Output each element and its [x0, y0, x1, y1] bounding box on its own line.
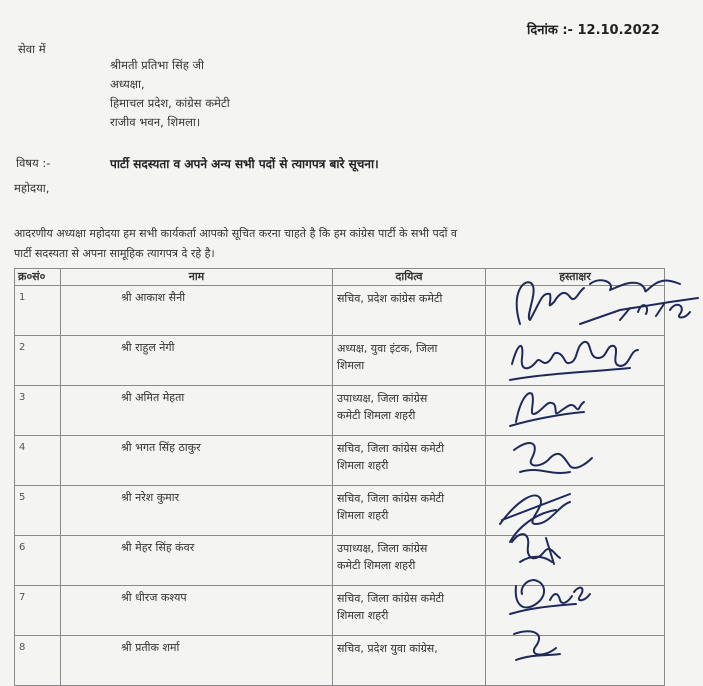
member-name: श्री प्रतीक शर्मा — [121, 641, 180, 654]
member-designation — [333, 486, 485, 524]
body-line: आदरणीय अध्यक्षा महोदया हम सभी कार्यकर्ता आपको सूचित करना चाहते है कि हम कांग्रेस पार्टी के सभी पदों व — [14, 227, 458, 240]
member-designation: सचिव, प्रदेश युवा कांग्रेस, — [337, 642, 438, 655]
signature-4 — [514, 443, 592, 473]
serial-number: 5 — [19, 492, 26, 503]
designation-cell — [333, 286, 486, 336]
signatures-overlay — [480, 262, 703, 673]
member-designation — [333, 586, 485, 624]
serial-number: 1 — [19, 292, 26, 303]
member-designation — [333, 536, 485, 574]
signature-6 — [512, 534, 560, 564]
member-name: श्री अमित मेहता — [121, 391, 185, 404]
subject-text: पार्टी सदस्यता व अपने अन्य सभी पदों से त्यागपत्र बारे सूचना। — [110, 157, 379, 171]
member-designation — [333, 336, 485, 374]
member-name: श्री धीरज कश्यप — [121, 591, 187, 604]
designation-cell — [333, 536, 486, 586]
serial-number: 2 — [19, 342, 26, 353]
recipient-line: श्रीमती प्रतिभा सिंह जी — [110, 58, 205, 72]
name-cell — [61, 386, 333, 436]
serial-cell — [15, 386, 61, 436]
designation-line: शिमला शहरी — [337, 609, 389, 622]
designation-line: शिमला शहरी — [337, 459, 389, 472]
serial-number: 8 — [19, 642, 26, 653]
serial-cell — [15, 536, 61, 586]
signature-1 — [517, 280, 698, 324]
serial-number: 6 — [19, 542, 26, 553]
member-designation — [333, 436, 485, 474]
serial-cell — [15, 486, 61, 536]
serial-number: 4 — [19, 442, 26, 453]
serial-cell — [15, 436, 61, 486]
signature-3 — [510, 393, 584, 426]
subject-label: विषय :- — [16, 156, 51, 170]
recipient-line: राजीव भवन, शिमला। — [110, 115, 201, 129]
name-cell — [61, 336, 333, 386]
designation-line: सचिव, जिला कांग्रेस कमेटी — [337, 442, 445, 455]
member-designation — [333, 386, 485, 424]
name-cell — [61, 536, 333, 586]
designation-cell — [333, 386, 486, 436]
name-cell — [61, 286, 333, 336]
designation-line: सचिव, जिला कांग्रेस कमेटी — [337, 492, 445, 505]
to-label: सेवा में — [18, 42, 46, 56]
designation-line: उपाध्यक्ष, जिला कांग्रेस — [337, 542, 428, 555]
designation-line: शिमला शहरी — [337, 509, 389, 522]
date-line: दिनांक :- 12.10.2022 — [527, 23, 660, 38]
recipient-line: हिमाचल प्रदेश, कांग्रेस कमेटी — [110, 96, 230, 110]
header-name: नाम — [61, 269, 333, 286]
serial-cell — [15, 586, 61, 636]
salutation: महोदया, — [14, 181, 50, 195]
serial-cell — [15, 336, 61, 386]
serial-cell — [15, 286, 61, 336]
header-signature: हस्ताक्षर — [486, 269, 665, 286]
designation-cell — [333, 336, 486, 386]
name-cell — [61, 586, 333, 636]
member-name: श्री आकाश सैनी — [121, 291, 186, 304]
designation-cell — [333, 636, 486, 686]
member-name: श्री मेहर सिंह कंवर — [121, 541, 195, 554]
designation-line: सचिव, जिला कांग्रेस कमेटी — [337, 592, 445, 605]
signature-7 — [510, 580, 590, 614]
designation-line: उपाध्यक्ष, जिला कांग्रेस — [337, 392, 428, 405]
designation-cell — [333, 486, 486, 536]
designation-line: अध्यक्ष, युवा इंटक, जिला — [337, 342, 438, 355]
member-name: श्री राहुल नेगी — [121, 341, 175, 354]
name-cell — [61, 636, 333, 686]
serial-number: 3 — [19, 392, 26, 403]
signature-5 — [500, 494, 570, 542]
name-cell — [61, 436, 333, 486]
member-designation: सचिव, प्रदेश कांग्रेस कमेटी — [337, 292, 443, 305]
designation-line: कमेटी शिमला शहरी — [337, 559, 416, 572]
serial-number: 7 — [19, 592, 26, 603]
member-name: श्री भगत सिंह ठाकुर — [121, 441, 201, 454]
body-line: पार्टी सदस्यता से अपना सामूहिक त्यागपत्र दे रहे है। — [14, 247, 215, 260]
header-serial: क्र०सं० — [15, 269, 61, 286]
designation-cell — [333, 586, 486, 636]
signature-2 — [510, 342, 638, 380]
name-cell — [61, 486, 333, 536]
serial-cell — [15, 636, 61, 686]
designation-line: कमेटी शिमला शहरी — [337, 409, 416, 422]
header-designation: दायित्व — [333, 269, 486, 286]
signature-8 — [514, 631, 560, 660]
designation-cell — [333, 436, 486, 486]
recipient-line: अध्यक्षा, — [110, 77, 145, 91]
member-name: श्री नरेश कुमार — [121, 491, 180, 504]
designation-line: शिमला — [337, 359, 365, 372]
